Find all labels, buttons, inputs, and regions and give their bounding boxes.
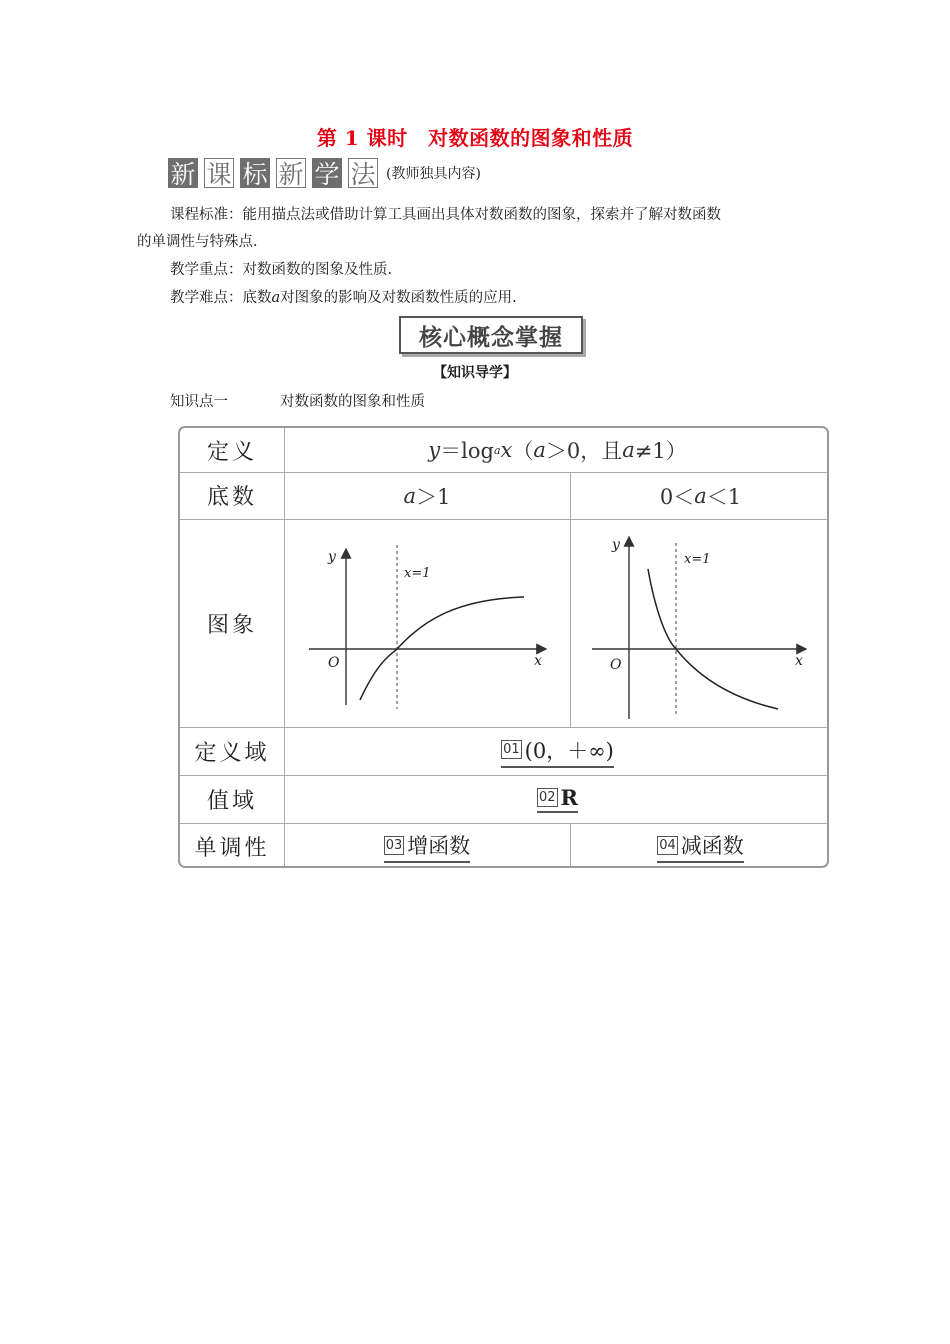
domain-value: (0，＋∞) bbox=[524, 738, 614, 763]
monotonicity-left-cell bbox=[284, 823, 570, 868]
increasing-log-graph bbox=[284, 519, 570, 727]
banner-char: 新 bbox=[276, 158, 306, 188]
difficult-prefix: 教学难点：底数 bbox=[170, 290, 272, 306]
banner-char: 法 bbox=[348, 158, 378, 188]
knowledge-point-label: 知识点一 bbox=[170, 394, 228, 410]
domain-cell bbox=[284, 727, 829, 775]
label-base: 底数 bbox=[206, 485, 257, 510]
banner-char: 新 bbox=[168, 158, 198, 188]
answer-number: 02 bbox=[539, 790, 556, 805]
base-pre: 0＜ bbox=[659, 484, 695, 509]
guide-heading: 【知识导学】 bbox=[433, 365, 517, 381]
formula-x: x bbox=[500, 438, 513, 462]
lesson-title: 第 1 课时 对数函数的图象和性质 bbox=[316, 126, 634, 150]
answer-number: 04 bbox=[659, 837, 676, 853]
label-monotonicity: 单调性 bbox=[194, 836, 270, 861]
knowledge-point bbox=[170, 390, 425, 411]
label-definition: 定义 bbox=[206, 439, 257, 465]
graph-increasing-cell bbox=[284, 519, 570, 727]
y-axis-label: y bbox=[612, 537, 620, 553]
formula-cond-mid: ＞0，且 bbox=[545, 439, 623, 463]
monotonicity-value: 增函数 bbox=[407, 834, 471, 858]
difficult-point bbox=[170, 288, 517, 308]
answer-number: 01 bbox=[503, 742, 520, 757]
graph-decreasing-cell bbox=[570, 519, 829, 727]
core-heading: 核心概念掌握 bbox=[399, 316, 583, 354]
banner-char: 标 bbox=[240, 158, 270, 188]
range-value: R bbox=[560, 785, 578, 810]
log-function-table bbox=[178, 426, 829, 868]
label-domain: 定义域 bbox=[194, 740, 270, 766]
key-point: 教学重点：对数函数的图象及性质. bbox=[170, 262, 393, 278]
monotonicity-value: 减函数 bbox=[680, 834, 744, 858]
formula-log: ＝log bbox=[440, 439, 494, 463]
banner-note: (教师独具内容) bbox=[386, 166, 481, 182]
y-axis-label: y bbox=[328, 549, 336, 565]
formula-cond-end: ≠1） bbox=[634, 439, 687, 463]
x-axis-label: x bbox=[534, 653, 542, 669]
monotonicity-right-cell bbox=[570, 823, 829, 868]
banner-char: 学 bbox=[312, 158, 342, 188]
formula-subscript: a bbox=[493, 443, 501, 457]
standard-line-2: 的单调性与特殊点. bbox=[137, 234, 258, 250]
origin-label: O bbox=[328, 655, 340, 671]
monotonicity-answer bbox=[384, 830, 471, 863]
difficult-suffix: 对图象的影响及对数函数性质的应用. bbox=[280, 290, 517, 306]
base-post: ＜1 bbox=[706, 484, 742, 509]
base-var: a bbox=[694, 483, 707, 508]
formula-a: a bbox=[533, 438, 546, 462]
standard-line-1: 课程标准：能用描点法或借助计算工具画出具体对数函数的图象，探索并了解对数函数 bbox=[170, 207, 721, 223]
base-var: a bbox=[403, 483, 417, 508]
banner-char: 课 bbox=[204, 158, 234, 188]
range-answer bbox=[537, 785, 578, 813]
origin-label: O bbox=[610, 657, 622, 673]
base-greater-than-one bbox=[284, 472, 570, 519]
asymptote-label: x=1 bbox=[404, 566, 431, 581]
range-cell bbox=[284, 775, 829, 823]
section-banner bbox=[168, 158, 481, 188]
formula-y: y bbox=[428, 438, 441, 462]
answer-number: 03 bbox=[385, 837, 403, 853]
domain-answer bbox=[501, 735, 614, 768]
base-relation: ＞1 bbox=[416, 484, 451, 509]
log-curve-decreasing bbox=[648, 569, 778, 709]
x-axis-label: x bbox=[795, 653, 803, 669]
base-between-zero-one bbox=[570, 472, 829, 519]
decreasing-log-graph bbox=[570, 519, 829, 727]
knowledge-point-title: 对数函数的图象和性质 bbox=[280, 394, 425, 410]
label-range: 值域 bbox=[206, 788, 257, 814]
definition-formula bbox=[284, 428, 829, 472]
asymptote-label: x=1 bbox=[684, 552, 711, 567]
formula-a: a bbox=[622, 438, 635, 462]
formula-cond-open: （ bbox=[512, 439, 534, 463]
difficult-var: a bbox=[271, 290, 281, 306]
label-graph: 图象 bbox=[206, 612, 257, 638]
monotonicity-answer bbox=[657, 830, 744, 863]
